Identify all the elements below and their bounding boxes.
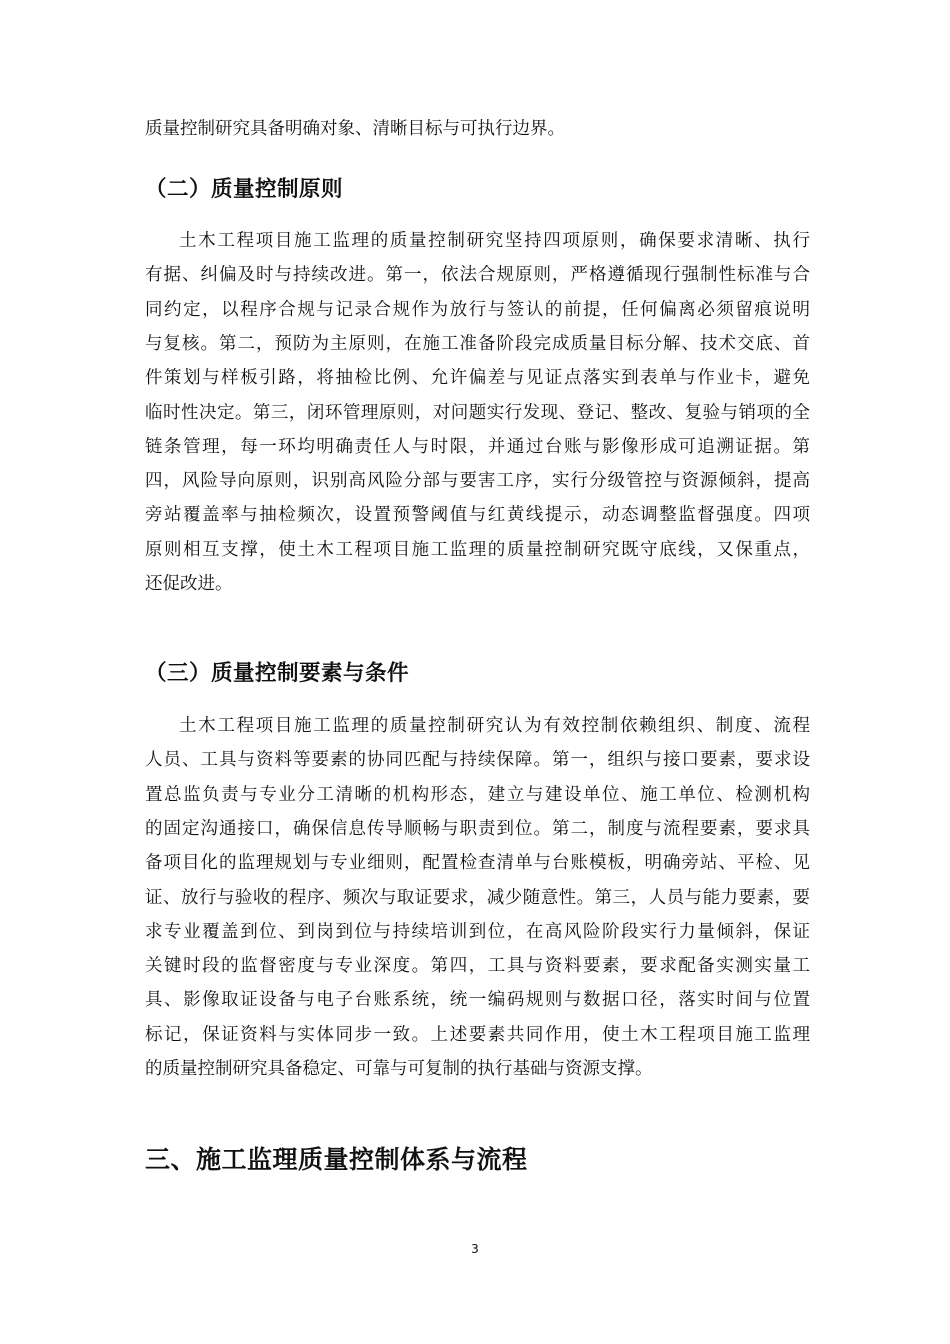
- section-heading-principles: （二）质量控制原则: [145, 177, 344, 202]
- paragraph-line: 原则相互支撑，使土木工程项目施工监理的质量控制研究既守底线，又保重点，: [145, 540, 810, 560]
- paragraph-line: 四，风险导向原则，识别高风险分部与要害工序，实行分级管控与资源倾斜，提高: [145, 471, 810, 491]
- paragraph-line: 标记，保证资料与实体同步一致。上述要素共同作用，使土木工程项目施工监理: [145, 1025, 810, 1045]
- paragraph-line: 与复核。第二，预防为主原则，在施工准备阶段完成质量目标分解、技术交底、首: [145, 334, 810, 354]
- paragraph-line: 还促改进。: [145, 574, 233, 594]
- paragraph-line: 证、放行与验收的程序、频次与取证要求，减少随意性。第三，人员与能力要素，要: [145, 888, 810, 908]
- paragraph-line: 备项目化的监理规划与专业细则，配置检查清单与台账模板，明确旁站、平检、见: [145, 853, 810, 873]
- paragraph-line: 旁站覆盖率与抽检频次，设置预警阈值与红黄线提示，动态调整监督强度。四项: [145, 505, 810, 525]
- paragraph-line: 的质量控制研究具备稳定、可靠与可复制的执行基础与资源支撑。: [145, 1059, 653, 1079]
- page-number: 3: [471, 1242, 479, 1256]
- paragraph-line: 土木工程项目施工监理的质量控制研究认为有效控制依赖组织、制度、流程: [179, 716, 810, 736]
- paragraph-line: 置总监负责与专业分工清晰的机构形态，建立与建设单位、施工单位、检测机构: [145, 785, 810, 805]
- paragraph-line: 链条管理，每一环均明确责任人与时限，并通过台账与影像形成可追溯证据。第: [145, 437, 810, 457]
- paragraph-line: 有据、纠偏及时与持续改进。第一，依法合规原则，严格遵循现行强制性标准与合: [145, 265, 810, 285]
- paragraph-line: 质量控制研究具备明确对象、清晰目标与可执行边界。: [145, 119, 565, 139]
- paragraph-line: 件策划与样板引路，将抽检比例、允许偏差与见证点落实到表单与作业卡，避免: [145, 368, 810, 388]
- paragraph-line: 土木工程项目施工监理的质量控制研究坚持四项原则，确保要求清晰、执行: [179, 231, 810, 251]
- chapter-heading: 三、施工监理质量控制体系与流程: [145, 1145, 528, 1174]
- paragraph-line: 人员、工具与资料等要素的协同匹配与持续保障。第一，组织与接口要素，要求设: [145, 750, 810, 770]
- section-heading-elements: （三）质量控制要素与条件: [145, 661, 410, 686]
- paragraph-line: 的固定沟通接口，确保信息传导顺畅与职责到位。第二，制度与流程要素，要求具: [145, 819, 810, 839]
- paragraph-line: 求专业覆盖到位、到岗到位与持续培训到位，在高风险阶段实行力量倾斜，保证: [145, 922, 810, 942]
- paragraph-line: 同约定，以程序合规与记录合规作为放行与签认的前提，任何偏离必须留痕说明: [145, 300, 810, 320]
- paragraph-line: 具、影像取证设备与电子台账系统，统一编码规则与数据口径，落实时间与位置: [145, 990, 810, 1010]
- paragraph-line: 临时性决定。第三，闭环管理原则，对问题实行发现、登记、整改、复验与销项的全: [145, 403, 810, 423]
- paragraph-line: 关键时段的监督密度与专业深度。第四，工具与资料要素，要求配备实测实量工: [145, 956, 810, 976]
